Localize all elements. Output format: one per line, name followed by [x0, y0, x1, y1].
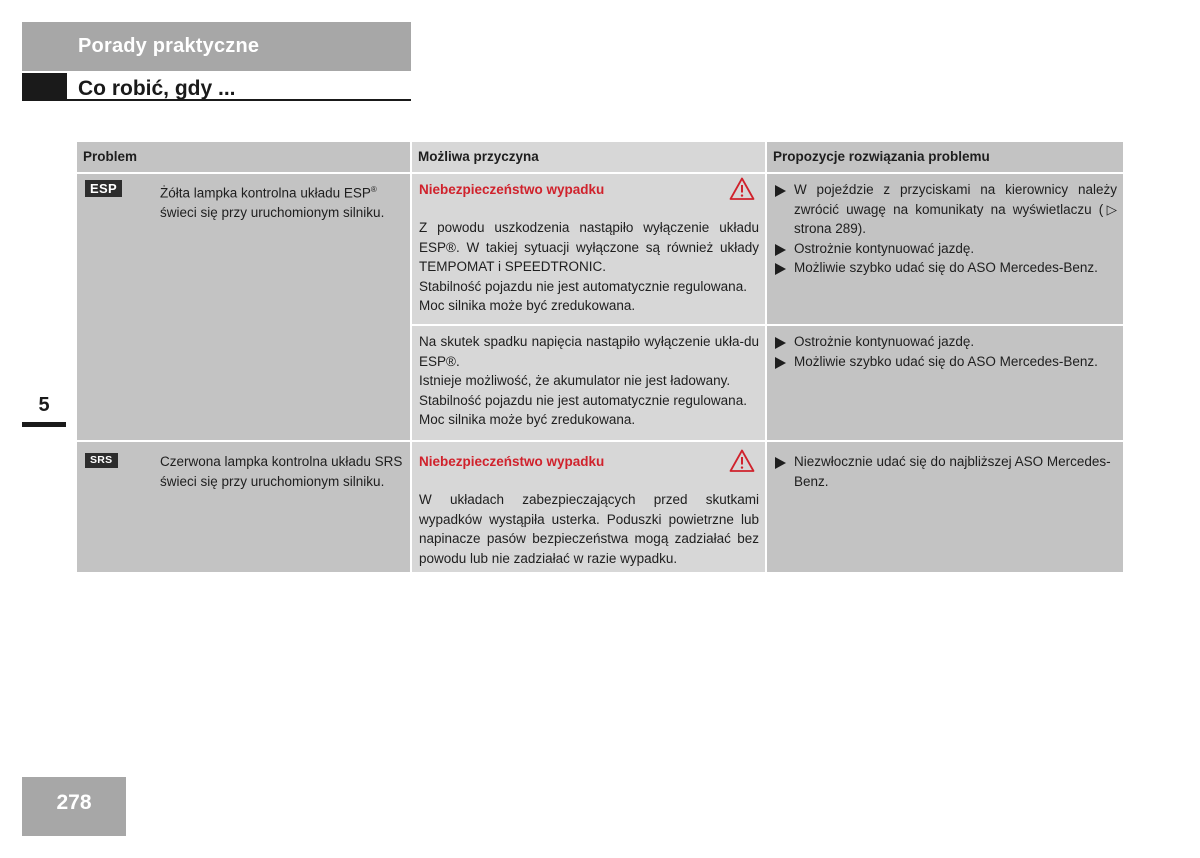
cause-extra-line: Moc silnika może być zredukowana.: [419, 298, 636, 313]
solution-cell-esp-1: [767, 174, 1123, 324]
warning-triangle-icon: [729, 449, 755, 473]
column-header-solution: Propozycje rozwiązania problemu: [767, 142, 1123, 172]
solution-item: [773, 239, 1117, 259]
column-header-cause: Możliwa przyczyna: [412, 142, 765, 172]
cause-text: W układach zabezpieczających przed skutkami wypadków wystąpiła usterka. Poduszki powietrzne lub napinacze pasów bezpieczeństwa mogą zadziałać bez powodu lub nie zadziałać w razie wypadku.: [419, 492, 759, 566]
esp-badge: ESP: [85, 180, 122, 197]
solution-text: Niezwłocznie udać się do najbliższej ASO Mercedes-Benz.: [794, 454, 1111, 489]
bullet-arrow-icon: [775, 337, 786, 349]
cause-extra-line: Istnieje możliwość, że akumulator nie jest ładowany.: [419, 373, 731, 388]
warning-label: Niebezpieczeństwo wypadku: [419, 182, 605, 197]
cause-cell-esp-2: [412, 326, 765, 440]
problem-cell-esp: [77, 174, 410, 440]
troubleshooting-table: [77, 142, 1123, 572]
problem-text-srs: [160, 452, 408, 491]
problem-text-esp-main: Żółta lampka kontrolna układu ESP: [160, 185, 371, 201]
section-header: [22, 22, 411, 71]
page-number-box: [22, 777, 126, 836]
subsection-title: Co robić, gdy ...: [78, 77, 236, 100]
problem-text-srs-main: Czerwona lampka kontrolna układu SRS: [160, 454, 403, 469]
chapter-number: 5: [38, 394, 50, 416]
column-header-problem: Problem: [77, 142, 410, 172]
bullet-arrow-icon: [775, 457, 786, 469]
subsection-marker: [22, 73, 67, 99]
solution-text: Możliwie szybko udać się do ASO Mercedes-Benz.: [794, 353, 1098, 369]
warning-heading: [419, 452, 759, 472]
cause-cell-srs: [412, 442, 765, 572]
bullet-arrow-icon: [775, 244, 786, 256]
srs-badge: SRS: [85, 453, 118, 468]
cause-text: Na skutek spadku napięcia nastąpiło wyłączenie ukła-du ESP®.: [419, 334, 759, 369]
solution-item: [773, 258, 1117, 278]
chapter-tab: [22, 392, 66, 427]
solution-item: [773, 332, 1117, 352]
warning-triangle-icon: [729, 177, 755, 201]
solution-text: Ostrożnie kontynuować jazdę.: [794, 240, 975, 256]
problem-cell-srs: [77, 442, 410, 572]
solution-cell-esp-2: [767, 326, 1123, 440]
solution-cell-srs: [767, 442, 1123, 572]
problem-text-srs-cont: świeci się przy uruchomionym silniku.: [160, 473, 385, 489]
cause-extra-line: Stabilność pojazdu nie jest automatycznie regulowana.: [419, 392, 747, 408]
cause-cell-esp-1: [412, 174, 765, 324]
page-number: 278: [56, 791, 92, 814]
solution-item: [773, 180, 1117, 239]
problem-text-esp: [160, 180, 408, 223]
solution-item: [773, 352, 1117, 372]
section-title: Porady praktyczne: [78, 35, 260, 57]
solution-item: [773, 452, 1117, 491]
registered-mark: ®: [370, 185, 377, 194]
solution-text: Możliwie szybko udać się do ASO Mercedes-Benz.: [794, 260, 1098, 275]
cause-extra-line: Stabilność pojazdu nie jest automatycznie regulowana.: [419, 278, 747, 294]
solution-text: W pojeździe z przyciskami na kierownicy należy zwrócić uwagę na komunikaty na wyświetlaczu (▷ strona 289).: [794, 182, 1117, 236]
warning-label: Niebezpieczeństwo wypadku: [419, 454, 605, 469]
bullet-arrow-icon: [775, 357, 786, 369]
cause-text: Z powodu uszkodzenia nastąpiło wyłączenie układu ESP®. W takiej sytuacji wyłączone są również układy TEMPOMAT i SPEEDTRONIC.: [419, 220, 759, 274]
cause-extra-line: Moc silnika może być zredukowana.: [419, 412, 636, 427]
bullet-arrow-icon: [775, 185, 786, 197]
bullet-arrow-icon: [775, 263, 786, 275]
problem-text-esp-cont: świeci się przy uruchomionym silniku.: [160, 205, 385, 220]
warning-heading: [419, 180, 759, 200]
solution-text: Ostrożnie kontynuować jazdę.: [794, 334, 975, 349]
